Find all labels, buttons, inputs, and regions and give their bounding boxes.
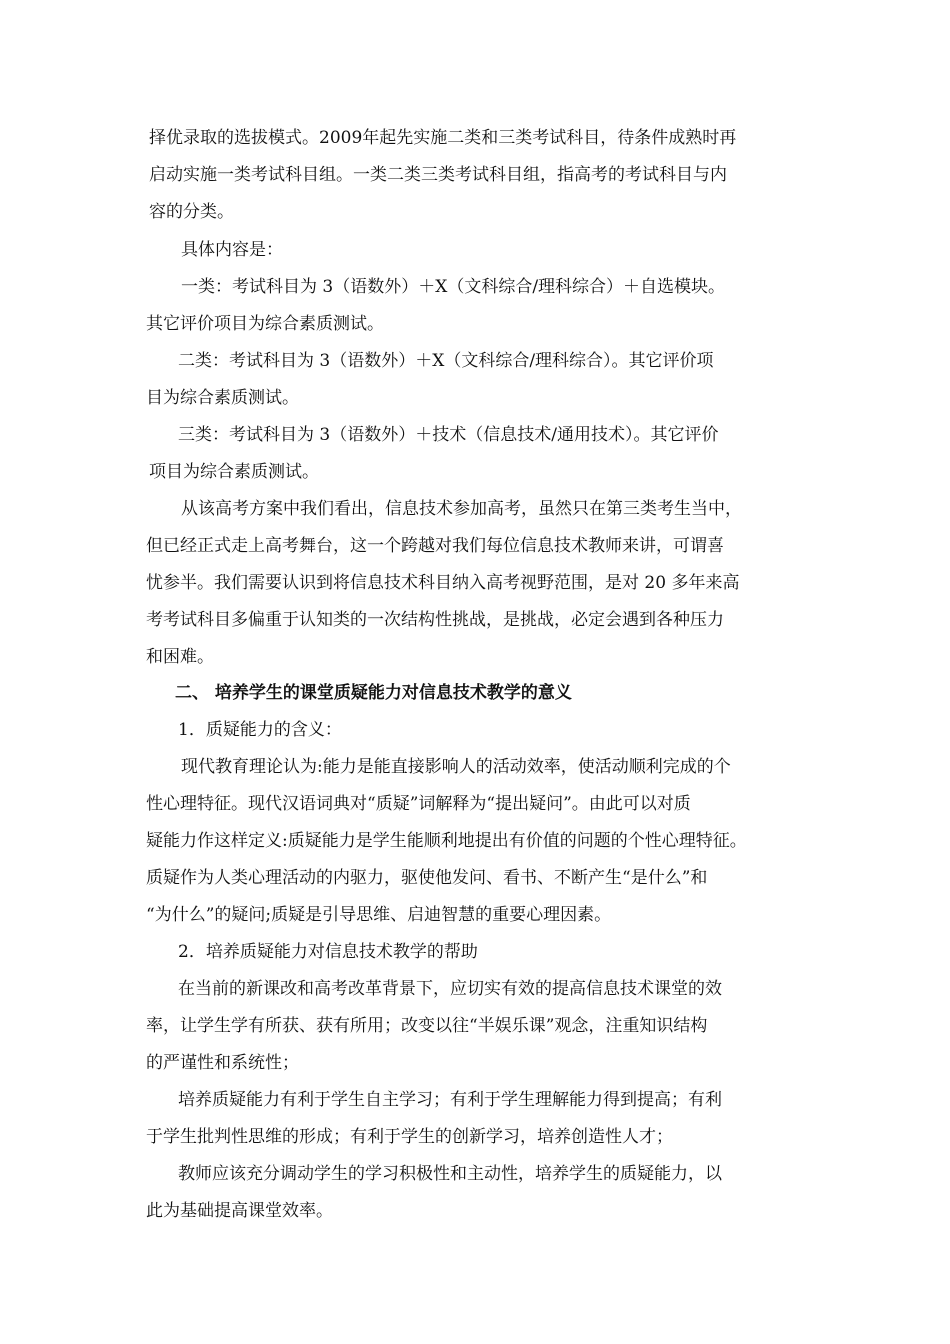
text-line: 教师应该充分调动学生的学习积极性和主动性，培养学生的质疑能力，以 <box>178 1164 722 1184</box>
text-line: 目为综合素质测试。 <box>146 388 299 408</box>
text-line: 二类：考试科目为 3（语数外）＋X（文科综合/理科综合）。其它评价项 <box>178 351 714 371</box>
text-line: 于学生批判性思维的形成；有利于学生的创新学习，培养创造性人才； <box>146 1127 673 1147</box>
text-line: 疑能力作这样定义:质疑能力是学生能顺利地提出有价值的问题的个性心理特征。 <box>146 831 747 851</box>
text-line: 率，让学生学有所获、获有所用；改变以往“半娱乐课”观念，注重知识结构 <box>146 1016 708 1036</box>
text-line: 择优录取的选拔模式。2009年起先实施二类和三类考试科目，待条件成熟时再 <box>149 128 737 148</box>
text-line: 从该高考方案中我们看出，信息技术参加高考，虽然只在第三类考生当中， <box>181 499 742 519</box>
subsection-heading: 2．培养质疑能力对信息技术教学的帮助 <box>178 942 478 962</box>
text-line: 其它评价项目为综合素质测试。 <box>146 314 384 334</box>
text-line: 具体内容是： <box>181 240 283 260</box>
text-line: 培养质疑能力有利于学生自主学习；有利于学生理解能力得到提高；有利 <box>178 1090 722 1110</box>
text-line: 容的分类。 <box>149 202 234 222</box>
subsection-heading: 1．质疑能力的含义： <box>178 720 342 740</box>
text-line: 启动实施一类考试科目组。一类二类三类考试科目组，指高考的考试科目与内 <box>149 165 727 185</box>
text-line: 和困难。 <box>146 647 214 667</box>
text-line: 现代教育理论认为:能力是能直接影响人的活动效率，使活动顺利完成的个 <box>181 757 731 777</box>
text-line: 在当前的新课改和高考改革背景下，应切实有效的提高信息技术课堂的效 <box>178 979 722 999</box>
text-line: 三类：考试科目为 3（语数外）＋技术（信息技术/通用技术）。其它评价 <box>178 425 719 445</box>
text-line: 忧参半。我们需要认识到将信息技术科目纳入高考视野范围，是对 20 多年来高 <box>146 573 740 593</box>
text-line: 质疑作为人类心理活动的内驱力，驱使他发问、看书、不断产生“是什么”和 <box>146 868 708 888</box>
text-line: 此为基础提高课堂效率。 <box>146 1201 333 1221</box>
text-line: 考考试科目多偏重于认知类的一次结构性挑战，是挑战，必定会遇到各种压力 <box>146 610 724 630</box>
text-line: 但已经正式走上高考舞台，这一个跨越对我们每位信息技术教师来讲，可谓喜 <box>146 536 724 556</box>
text-line: 一类：考试科目为 3（语数外）＋X（文科综合/理科综合）＋自选模块。 <box>181 277 726 297</box>
text-line: 的严谨性和系统性； <box>146 1053 299 1073</box>
section-heading: 二、 培养学生的课堂质疑能力对信息技术教学的意义 <box>175 683 572 703</box>
text-line: “为什么”的疑问;质疑是引导思维、启迪智慧的重要心理因素。 <box>146 905 612 925</box>
text-line: 项目为综合素质测试。 <box>149 462 319 482</box>
text-line: 性心理特征。现代汉语词典对“质疑”词解释为“提出疑问”。由此可以对质 <box>146 794 691 814</box>
